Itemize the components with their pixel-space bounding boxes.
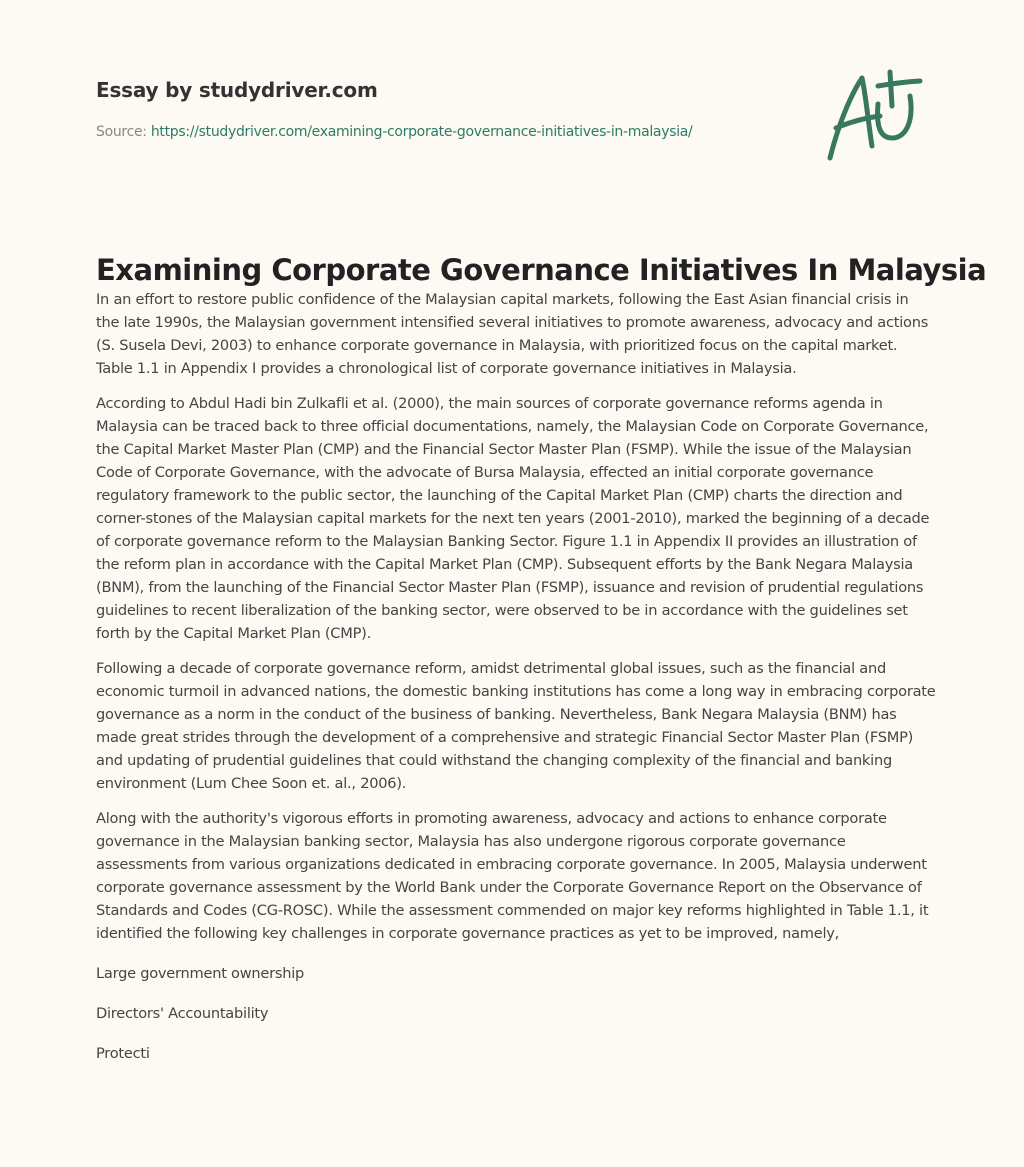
source-label: Source: [96,124,147,140]
paragraph: Following a decade of corporate governance reform, amidst detrimental global issues, such as the financial and economic turmoil in advanced nations, the domestic banking institutions has come a long way in embracing corporate governance as a norm in the conduct of the business of banking. Nevertheless, Bank Negara Malaysia (BNM) has made great strides through the development of a comprehensive and strategic Financial Sector Master Plan (FSMP) and updating of prudential guidelines that could withstand the changing complexity of the financial and banking environment (Lum Chee Soon et. al., 2006). [96,660,936,792]
essay-title: Examining Corporate Governance Initiatives In Malaysia [96,253,987,287]
paragraph: According to Abdul Hadi bin Zulkafli et al. (2000), the main sources of corporate governance reforms agenda in Malaysia can be traced back to three official documentations, namely, the Malaysian Code on Corporate Governance, the Capital Market Master Plan (CMP) and the Financial Sector Master Plan (FSMP). While the issue of the Malaysian Code of Corporate Governance, with the advocate of Bursa Malaysia, effected an initial corporate governance regulatory framework to the public sector, the launching of the Capital Market Plan (CMP) charts the direction and corner-stones of the Malaysian capital markets for the next ten years (2001-2010), marked the beginning of a decade of corporate governance reform to the Malaysian Banking Sector. Figure 1.1 in Appendix II provides an illustration of the reform plan in accordance with the Capital Market Plan (CMP). Subsequent efforts by the Bank Negara Malaysia (BNM), from the launching of the Financial Sector Master Plan (FSMP), issuance and revision of prudential regulations guidelines to recent liberalization of the banking sector, were observed to be in accordance with the guidelines set forth by the Capital Market Plan (CMP). [96,395,930,642]
essay-header [96,78,692,140]
list-item: Protecti [96,1045,150,1062]
paragraph: Along with the authority's vigorous efforts in promoting awareness, advocacy and actions to enhance corporate governance in the Malaysian banking sector, Malaysia has also undergone rigorous corporate governance assessments from various organizations dedicated in embracing corporate governance. In 2005, Malaysia underwent corporate governance assessment by the World Bank under the Corporate Governance Report on the Observance of Standards and Codes (CG-ROSC). While the assessment commended on major key reforms highlighted in Table 1.1, it identified the following key challenges in corporate governance practices as yet to be improved, namely, [96,810,929,942]
site-title: Essay by studydriver.com [96,78,378,102]
list-item: Large government ownership [96,965,305,982]
source-line [96,124,692,140]
a-plus-logo-icon [820,66,930,166]
list-item: Directors' Accountability [96,1005,269,1022]
paragraph: In an effort to restore public confidence of the Malaysian capital markets, following the East Asian financial crisis in the late 1990s, the Malaysian government intensified several initiatives to promote awareness, advocacy and actions (S. Susela Devi, 2003) to enhance corporate governance in Malaysia, with prioritized focus on the capital market. Table 1.1 in Appendix I provides a chronological list of corporate governance initiatives in Malaysia. [96,291,929,377]
essay-body [96,288,936,1082]
source-link[interactable]: https://studydriver.com/examining-corporate-governance-initiatives-in-malaysia/ [150,124,693,140]
